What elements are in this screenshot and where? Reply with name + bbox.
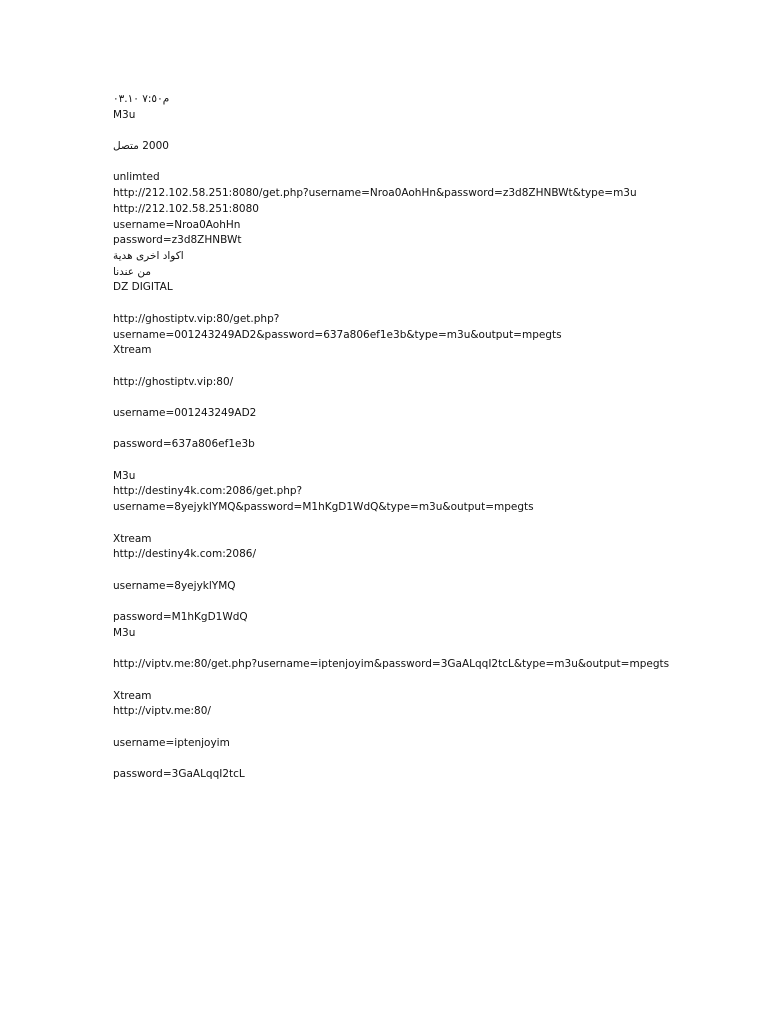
text-line: unlimted <box>113 171 160 184</box>
password-line: password=637a806ef1e3b <box>113 438 255 451</box>
blank-line <box>113 751 733 767</box>
url-line: http://ghostiptv.vip:80/ <box>113 375 234 388</box>
text-line: DZ DIGITAL <box>113 281 173 294</box>
text-line: Xtream <box>113 344 152 357</box>
arabic-line: من عندنا <box>113 265 152 278</box>
credentials-line: username=8yejyklYMQ&password=M1hKgD1WdQ&type=m3u&output=mpegts <box>113 501 534 514</box>
blank-line <box>113 594 733 610</box>
credentials-line: username=001243249AD2&password=637a806ef1e3b&type=m3u&output=mpegts <box>113 328 562 341</box>
url-line: http://212.102.58.251:8080 <box>113 202 259 215</box>
timestamp-line: م٧:٥٠ ٠٣.١٠ <box>113 93 170 105</box>
url-line: http://destiny4k.com:2086/get.php? <box>113 485 303 498</box>
text-line: M3u <box>113 469 136 482</box>
document-page <box>113 92 733 783</box>
text-line: M3u <box>113 626 136 639</box>
text-line: M3u <box>113 108 136 121</box>
blank-line <box>113 720 733 736</box>
text-line: Xtream <box>113 689 152 702</box>
username-line: username=Nroa0AohHn <box>113 218 241 231</box>
blank-line <box>113 155 733 171</box>
blank-line <box>113 422 733 438</box>
blank-line <box>113 390 733 406</box>
url-line: http://212.102.58.251:8080/get.php?username=Nroa0AohHn&password=z3d8ZHNBWt&type=m3u <box>113 187 637 200</box>
url-line: http://destiny4k.com:2086/ <box>113 548 256 561</box>
blank-line <box>113 516 733 532</box>
blank-line <box>113 296 733 312</box>
username-line: username=iptenjoyim <box>113 736 230 749</box>
password-line: password=M1hKgD1WdQ <box>113 611 248 624</box>
blank-line <box>113 641 733 657</box>
url-line: http://viptv.me:80/ <box>113 705 211 718</box>
blank-line <box>113 453 733 469</box>
connections-line: 2000 متصل <box>113 140 169 153</box>
text-line: Xtream <box>113 532 152 545</box>
url-line: http://ghostiptv.vip:80/get.php? <box>113 312 280 325</box>
blank-line <box>113 673 733 689</box>
username-line: username=001243249AD2 <box>113 406 257 419</box>
blank-line <box>113 563 733 579</box>
username-line: username=8yejyklYMQ <box>113 579 236 592</box>
blank-line <box>113 123 733 139</box>
password-line: password=3GaALqqI2tcL <box>113 768 245 781</box>
arabic-line: اكواد اخرى هدية <box>113 250 184 262</box>
password-line: password=z3d8ZHNBWt <box>113 234 242 247</box>
url-line: http://viptv.me:80/get.php?username=iptenjoyim&password=3GaALqqI2tcL&type=m3u&output=mpegts <box>113 658 670 671</box>
blank-line <box>113 359 733 375</box>
